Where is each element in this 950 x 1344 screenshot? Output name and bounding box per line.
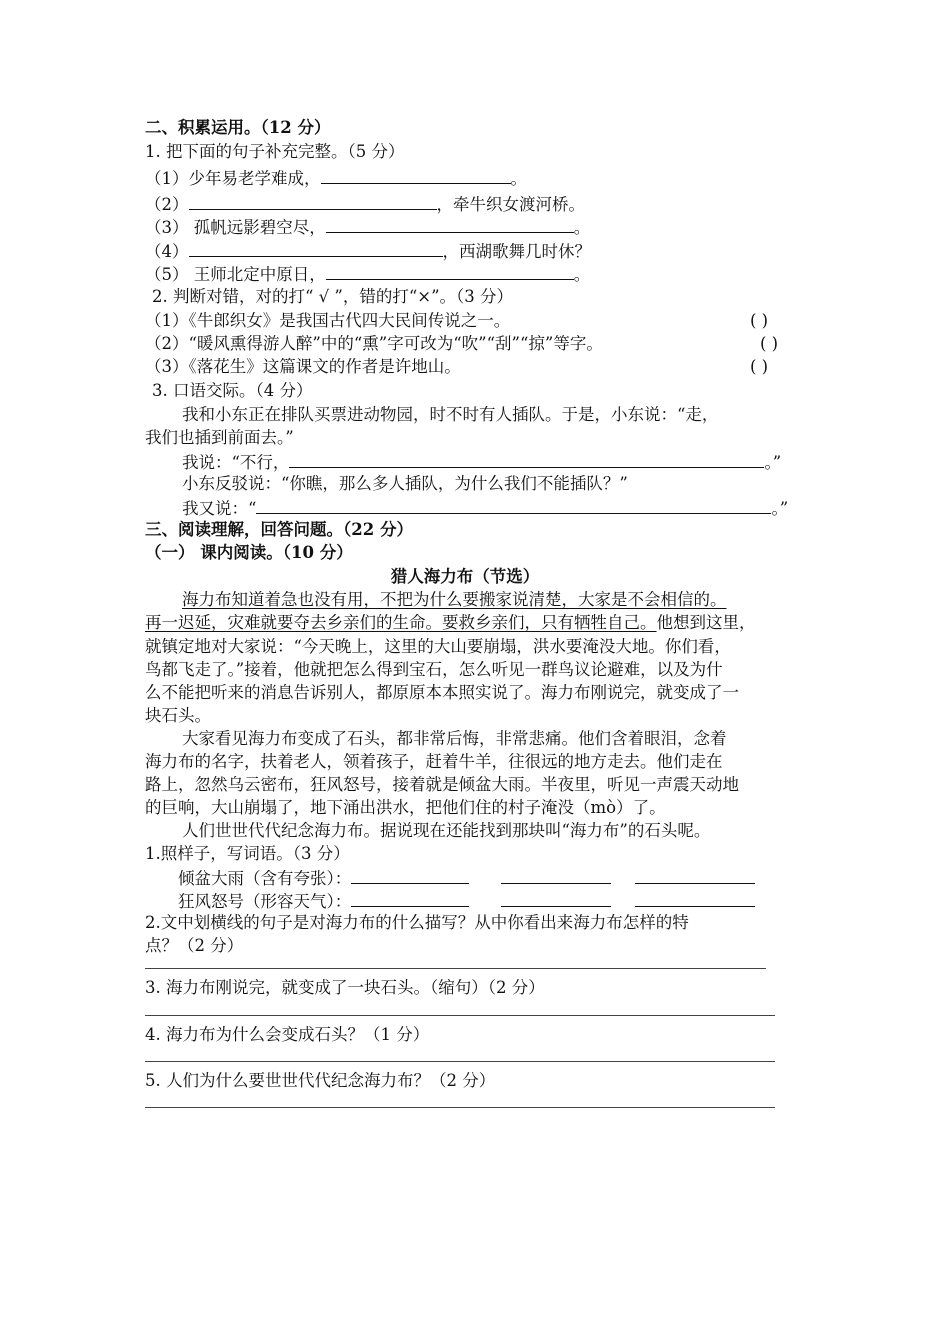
rq2-line1: 2.文中划横线的句子是对海力布的什么描写？从中你看出来海力布怎样的特 [145, 913, 689, 932]
fill-blank[interactable] [501, 866, 611, 884]
q1-item-2: （2） ，牵牛织女渡河桥。 [145, 192, 585, 216]
fill-blank[interactable] [501, 889, 611, 907]
passage-line: 么不能把听来的消息告诉别人，都原原本本照实说了。海力布刚说完，就变成了一 [145, 683, 739, 702]
fill-blank[interactable] [326, 262, 574, 280]
q3-para-line2: 我们也插到前面去。” [145, 428, 294, 447]
section3-title: 三、阅读理解，回答问题。（22 分） [145, 520, 413, 539]
rq1-title: 1.照样子，写词语。（3 分） [145, 844, 350, 863]
q3-para-line1: 我和小东正在排队买票进动物园，时不时有人插队。于是，小东说：“走， [182, 405, 719, 424]
fill-blank[interactable] [289, 450, 764, 468]
answer-paren[interactable]: ( ) [760, 334, 779, 353]
passage-line: 再一迟延，灾难就要夺去乡亲们的生命。要救乡亲们，只有牺牲自己。他想到这里， [145, 613, 756, 632]
q2-item-2: （2）“暖风熏得游人醉”中的“熏”字可改为“吹”“刮”“掠”等字。 [145, 334, 603, 353]
fill-blank[interactable] [189, 192, 437, 210]
q1-item-5: （5） 王师北定中原日， 。 [145, 262, 590, 286]
passage-line: 鸟都飞走了。”接着，他就把怎么得到宝石，怎么听见一群鸟议论避难，以及为什 [145, 660, 723, 679]
rq1-a: 倾盆大雨（含有夸张）： [178, 866, 755, 890]
passage-line: 路上，忽然乌云密布，狂风怒号，接着就是倾盆大雨。半夜里，听见一声震天动地 [145, 775, 739, 794]
passage-line: 就镇定地对大家说：“今天晚上，这里的大山要崩塌，洪水要淹没大地。你们看， [145, 637, 731, 656]
passage-line: 海力布的名字，扶着老人，领着孩子，赶着牛羊，往很远的地方走去。他们走在 [145, 752, 723, 771]
answer-paren[interactable]: ( ) [750, 311, 769, 330]
q3-reply-2: 我又说：“ 。” [182, 496, 788, 520]
rq3: 3. 海力布刚说完，就变成了一块石头。（缩句）（2 分） [145, 978, 545, 997]
q2-item-1: （1）《牛郎织女》是我国古代四大民间传说之一。 [145, 311, 511, 330]
section2-title: 二、积累运用。（12 分） [145, 118, 331, 137]
q2-item-3: （3）《落花生》这篇课文的作者是许地山。 [145, 357, 461, 376]
answer-line[interactable] [145, 968, 766, 969]
passage-line: 人们世世代代纪念海力布。据说现在还能找到那块叫“海力布”的石头呢。 [182, 821, 711, 840]
rq4: 4. 海力布为什么会变成石头？（1 分） [145, 1025, 430, 1044]
section3-sub1: （一） 课内阅读。（10 分） [145, 543, 353, 562]
passage-title: 猎人海力布（节选） [390, 567, 540, 586]
fill-blank[interactable] [326, 215, 574, 233]
answer-line[interactable] [145, 1015, 775, 1016]
fill-blank[interactable] [321, 166, 511, 184]
q1-item-3: （3） 孤帆远影碧空尽， 。 [145, 215, 590, 239]
q2-title: 2. 判断对错，对的打“ √ ”，错的打“×”。（3 分） [152, 287, 514, 306]
answer-line[interactable] [145, 1061, 775, 1062]
rq5: 5. 人们为什么要世世代代纪念海力布？（2 分） [145, 1071, 496, 1090]
q1-title: 1. 把下面的句子补充完整。（5 分） [145, 142, 405, 161]
fill-blank[interactable] [351, 889, 469, 907]
answer-paren[interactable]: ( ) [750, 357, 769, 376]
q3-title: 3. 口语交际。（4 分） [152, 381, 313, 400]
fill-blank[interactable] [635, 889, 755, 907]
passage-line: 块石头。 [145, 706, 211, 725]
q3-reply-1: 我说：“不行， 。” [182, 450, 781, 474]
rq1-b: 狂风怒号（形容天气）： [178, 889, 755, 913]
passage-line: 的巨响，大山崩塌了，地下涌出洪水，把他们住的村子淹没（mò）了。 [145, 798, 666, 817]
q1-item-4: （4） ，西湖歌舞几时休？ [145, 239, 591, 263]
q3-rebuttal: 小东反驳说：“你瞧，那么多人插队，为什么我们不能插队？” [182, 474, 628, 493]
rq2-line2: 点？（2 分） [145, 936, 244, 955]
fill-blank[interactable] [635, 866, 755, 884]
q1-item-1: （1）少年易老学难成， 。 [145, 166, 527, 190]
answer-line[interactable] [145, 1107, 775, 1108]
passage-line: 海力布知道着急也没有用，不把为什么要搬家说清楚，大家是不会相信的。 [182, 590, 727, 609]
fill-blank[interactable] [189, 239, 443, 257]
fill-blank[interactable] [256, 496, 771, 514]
fill-blank[interactable] [351, 866, 469, 884]
passage-line: 大家看见海力布变成了石头，都非常后悔，非常悲痛。他们含着眼泪，念着 [182, 729, 727, 748]
